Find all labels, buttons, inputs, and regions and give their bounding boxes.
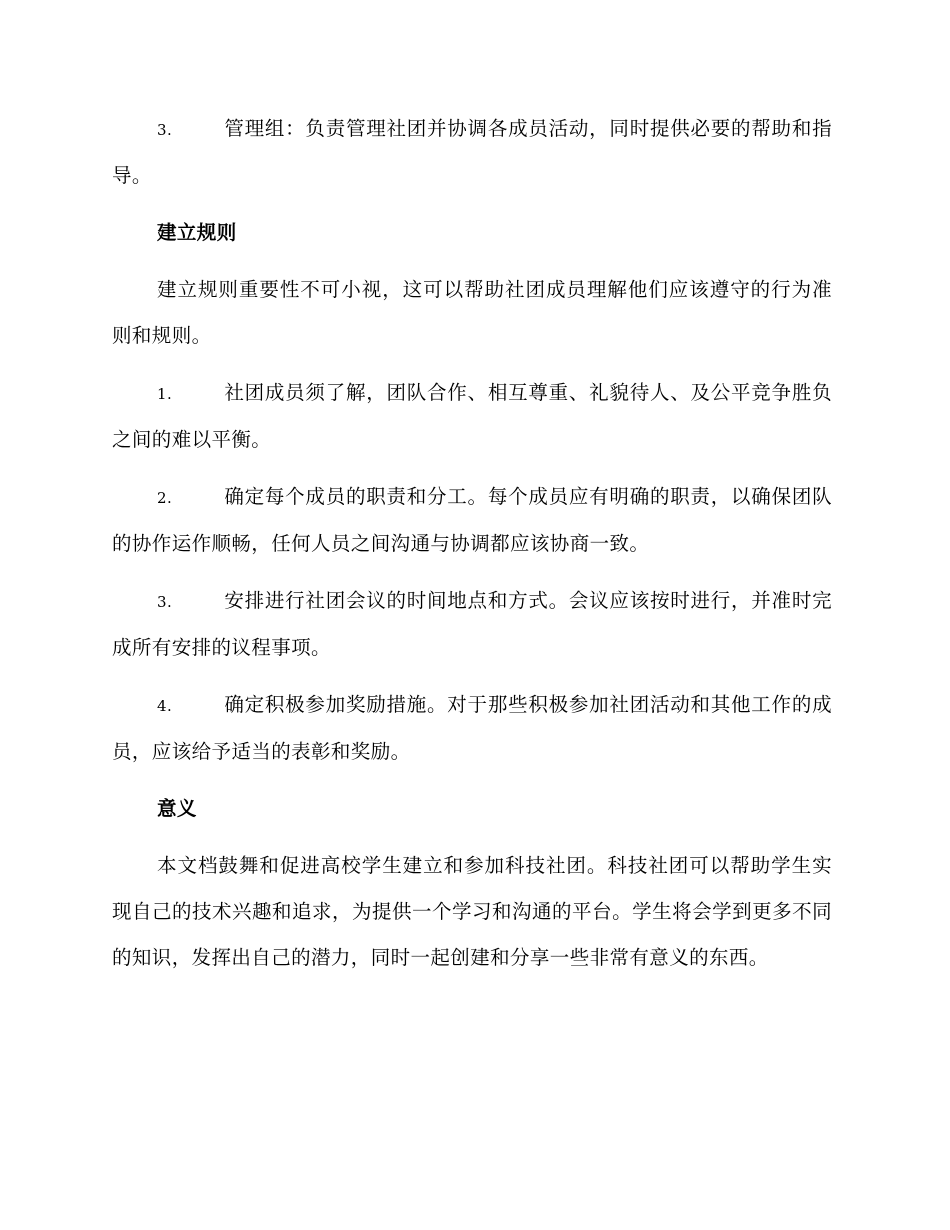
list-item bbox=[112, 578, 832, 671]
list-item bbox=[112, 682, 832, 775]
document-body bbox=[112, 106, 832, 992]
list-item-number: 1. bbox=[157, 385, 173, 403]
list-item-text: 社团成员须了解，团队合作、相互尊重、礼貌待人、及公平竞争胜负之间的难以平衡。 bbox=[112, 381, 832, 451]
list-item-number: 3. bbox=[157, 121, 173, 139]
list-item bbox=[112, 474, 832, 567]
meaning-paragraph: 本文档鼓舞和促进高校学生建立和参加科技社团。科技社团可以帮助学生实现自己的技术兴趣和追求，为提供一个学习和沟通的平台。学生将会学到更多不同的知识，发挥出自己的潜力，同时一起创建和分享一些非常有意义的东西。 bbox=[112, 854, 832, 969]
list-item bbox=[112, 370, 832, 463]
rules-intro-paragraph: 建立规则重要性不可小视，这可以帮助社团成员理解他们应该遵守的行为准则和规则。 bbox=[112, 278, 832, 347]
list-item-text: 安排进行社团会议的时间地点和方式。会议应该按时进行，并准时完成所有安排的议程事项。 bbox=[112, 589, 832, 659]
section-heading-rules: 建立规则 bbox=[157, 221, 237, 244]
list-item-number: 2. bbox=[157, 489, 173, 507]
list-item-text: 确定每个成员的职责和分工。每个成员应有明确的职责，以确保团队的协作运作顺畅，任何人员之间沟通与协调都应该协商一致。 bbox=[112, 485, 832, 555]
list-item-number: 3. bbox=[157, 593, 173, 611]
section-heading-meaning: 意义 bbox=[157, 797, 197, 820]
list-item-number: 4. bbox=[157, 697, 173, 715]
list-item-text: 确定积极参加奖励措施。对于那些积极参加社团活动和其他工作的成员，应该给予适当的表彰和奖励。 bbox=[112, 693, 832, 763]
list-item-text: 管理组：负责管理社团并协调各成员活动，同时提供必要的帮助和指导。 bbox=[112, 117, 832, 187]
list-item bbox=[112, 106, 832, 199]
